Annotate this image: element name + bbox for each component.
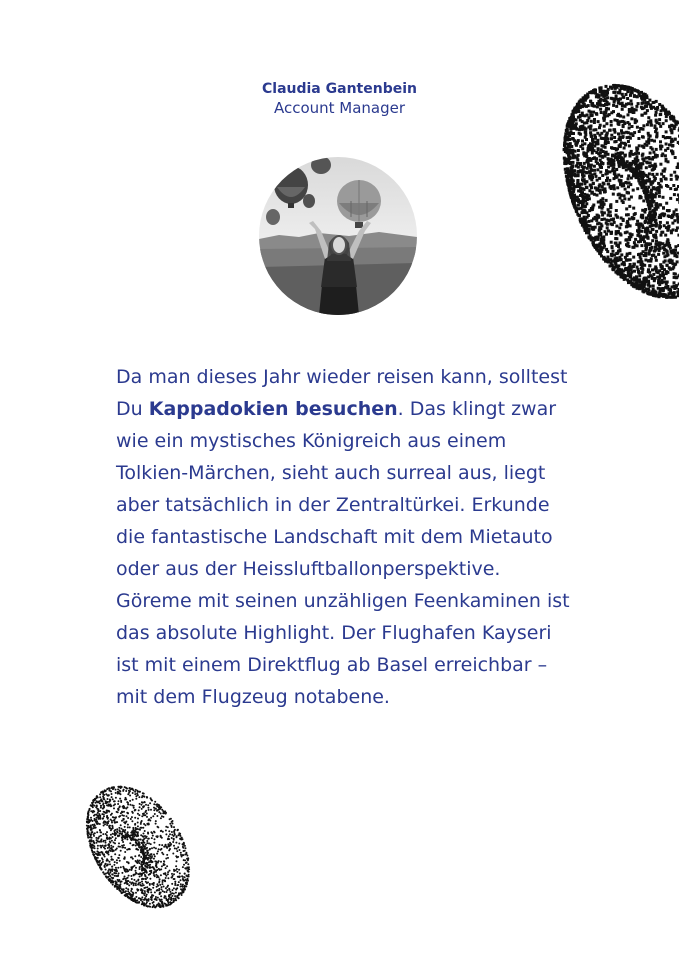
author-photo — [259, 157, 417, 315]
author-name: Claudia Gantenbein — [262, 81, 417, 97]
donut-decoration-top-icon — [510, 40, 679, 345]
author-role: Account Manager — [273, 99, 406, 117]
article-rest: . Das klingt zwar wie ein mystisches Königreich aus einem Tolkien-Märchen, sieht auch surreal aus, liegt aber tatsächlich in der Zentraltürkei. Erkunde die fantastische Landschaft mit dem Mietauto oder aus der Heissluftballonperspektive. Göreme mit seinen unzähligen Feenkaminen ist das absolute Highlight. Der Flughafen Kayseri ist mit einem Direktflug ab Basel erreichbar – mit dem Flugzeug notabene. — [116, 398, 570, 708]
article-highlight: Kappadokien besuchen — [148, 398, 398, 420]
article-body — [116, 361, 576, 713]
donut-decoration-bottom-icon — [68, 772, 210, 922]
portrait-photo-icon — [259, 157, 417, 315]
article-intro: Da man dieses Jahr wieder reisen kann, solltest Du — [116, 366, 568, 420]
